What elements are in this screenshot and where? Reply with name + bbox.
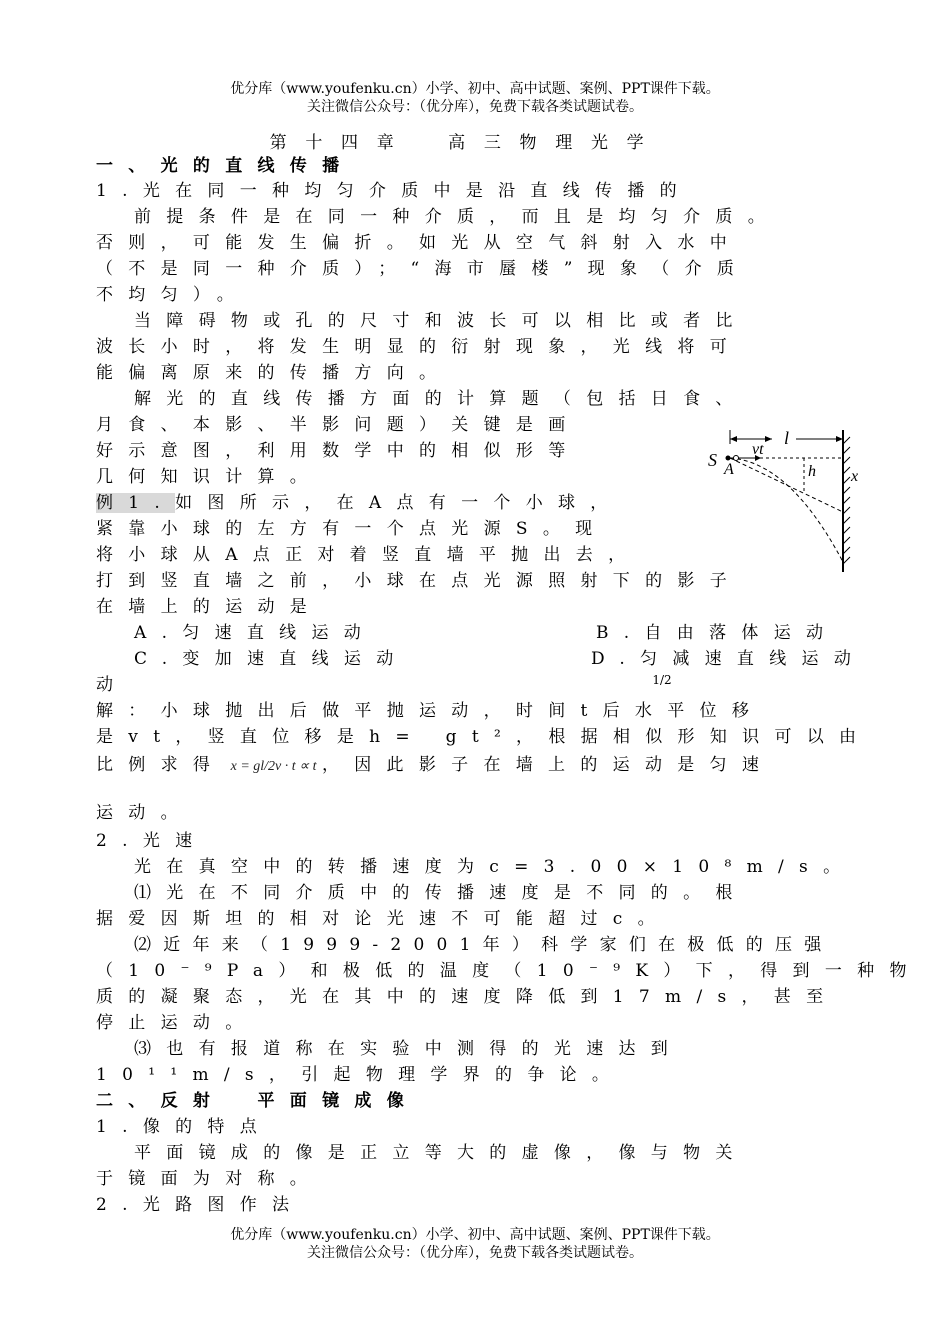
speed-line: ⑴光在不同介质中的传播速度是不同的。根 <box>134 883 748 903</box>
example-line: 在墙上的运动是 <box>96 597 323 617</box>
paragraph-line: 解光的直线传播方面的计算题（包括日食、 <box>134 389 748 409</box>
paragraph-line: 月食、本影、半影问题）关键是画 <box>96 415 581 435</box>
example-label: 例1. <box>96 493 176 513</box>
half-fraction: 1/2 <box>652 673 672 687</box>
solution-line: 解：小球抛出后做平抛运动，时间t后水平位移 <box>96 701 765 721</box>
example-text: 如图所示，在A点有一个小球， <box>175 493 623 513</box>
speed-line: 10¹¹m/s，引起物理学界的争论。 <box>96 1065 625 1085</box>
chapter-title: 第十四章 高三物理光学 <box>269 133 663 153</box>
paragraph-line: 前提条件是在同一种介质，而且是均匀介质。 <box>134 207 780 227</box>
label-s: S <box>708 450 717 470</box>
option-b: B.自由落体运动 <box>596 623 839 643</box>
section-2-item-1: 1.像的特点 <box>96 1117 273 1137</box>
speed-line: 光在真空中的转播速度为c=3.00×10⁸m/s。 <box>134 857 856 877</box>
paragraph-line: 能偏离原来的传播方向。 <box>96 363 452 383</box>
speed-line: 质的凝聚态，光在其中的速度降低到17m/s，甚至 <box>96 987 839 1007</box>
solution-line: 是vt，竖直位移是h= gt²，根据相似形知识可以由 <box>96 727 872 747</box>
paragraph-line: 波长小时，将发生明显的衍射现象，光线将可 <box>96 337 742 357</box>
label-h: h <box>808 463 816 480</box>
option-c: C.变加速直线运动 <box>134 649 409 669</box>
section-2-title: 二、反射 平面镜成像 <box>96 1091 419 1111</box>
paragraph-line: 几何知识计算。 <box>96 467 323 487</box>
label-x: x <box>851 468 859 485</box>
option-d-tail: 动 <box>96 675 113 695</box>
header-line-1: 优分库（www.youfenku.cn）小学、初中、高中试题、案例、PPT课件下载。 <box>230 81 720 97</box>
paragraph-line: （不是同一种介质）；“海市蜃楼”现象（介质 <box>96 259 750 279</box>
footer-line-2: 关注微信公众号：（优分库），免费下载各类试题试卷。 <box>307 1245 643 1261</box>
paragraph-line: 当障碍物或孔的尺寸和波长可以相比或者比 <box>134 311 748 331</box>
solution-suffix: ，因此影子在墙上的运动是匀速 <box>321 755 775 775</box>
example-1-line <box>96 492 696 514</box>
speed-line: ⑶也有报道称在实验中测得的光速达到 <box>134 1039 684 1059</box>
example-line: 紧靠小球的左方有一个点光源S。现 <box>96 519 608 539</box>
label-vt: vt <box>752 441 764 458</box>
solution-line: 运动。 <box>96 803 193 823</box>
solution-prefix: 比例求得 <box>96 755 226 775</box>
label-l: l <box>784 428 790 448</box>
item-1-heading: 1.光在同一种均匀介质中是沿直线传播的 <box>96 181 692 201</box>
speed-line: 据爱因斯坦的相对论光速不可能超过c。 <box>96 909 670 929</box>
item-2-heading: 2.光速 <box>96 831 208 851</box>
footer-line-1: 优分库（www.youfenku.cn）小学、初中、高中试题、案例、PPT课件下载。 <box>230 1227 720 1243</box>
paragraph-line: 否则，可能发生偏折。如光从空气斜射入水中 <box>96 233 742 253</box>
example-line: 将小球从A点正对着竖直墙平抛出去， <box>96 545 641 565</box>
section-1-title: 一、光的直线传播 <box>96 156 355 176</box>
option-d: D.匀减速直线运动 <box>591 649 867 669</box>
formula: x = gl/2v · t ∝ t <box>230 759 317 774</box>
paragraph-line: 平面镜成的像是正立等大的虚像，像与物关 <box>134 1143 748 1163</box>
paragraph-line: 于镜面为对称。 <box>96 1169 323 1189</box>
speed-line: 停止运动。 <box>96 1013 258 1033</box>
paragraph-line: 好示意图，利用数学中的相似形等 <box>96 441 581 461</box>
speed-line: ⑵近年来（1999-2001年）科学家们在极低的压强 <box>134 935 834 955</box>
label-a: A <box>724 461 734 478</box>
solution-line-formula <box>96 754 836 778</box>
paragraph-line: 不均匀）。 <box>96 285 249 305</box>
section-2-item-2: 2.光路图作法 <box>96 1195 305 1215</box>
projectile-shadow-diagram <box>700 422 870 572</box>
header-line-2: 关注微信公众号：（优分库），免费下载各类试题试卷。 <box>307 99 643 115</box>
example-line: 打到竖直墙之前，小球在点光源照射下的影子 <box>96 571 742 591</box>
option-a: A.匀速直线运动 <box>134 623 377 643</box>
speed-line: （10⁻⁹Pa）和极低的温度（10⁻⁹K）下，得到一种物 <box>96 961 922 981</box>
